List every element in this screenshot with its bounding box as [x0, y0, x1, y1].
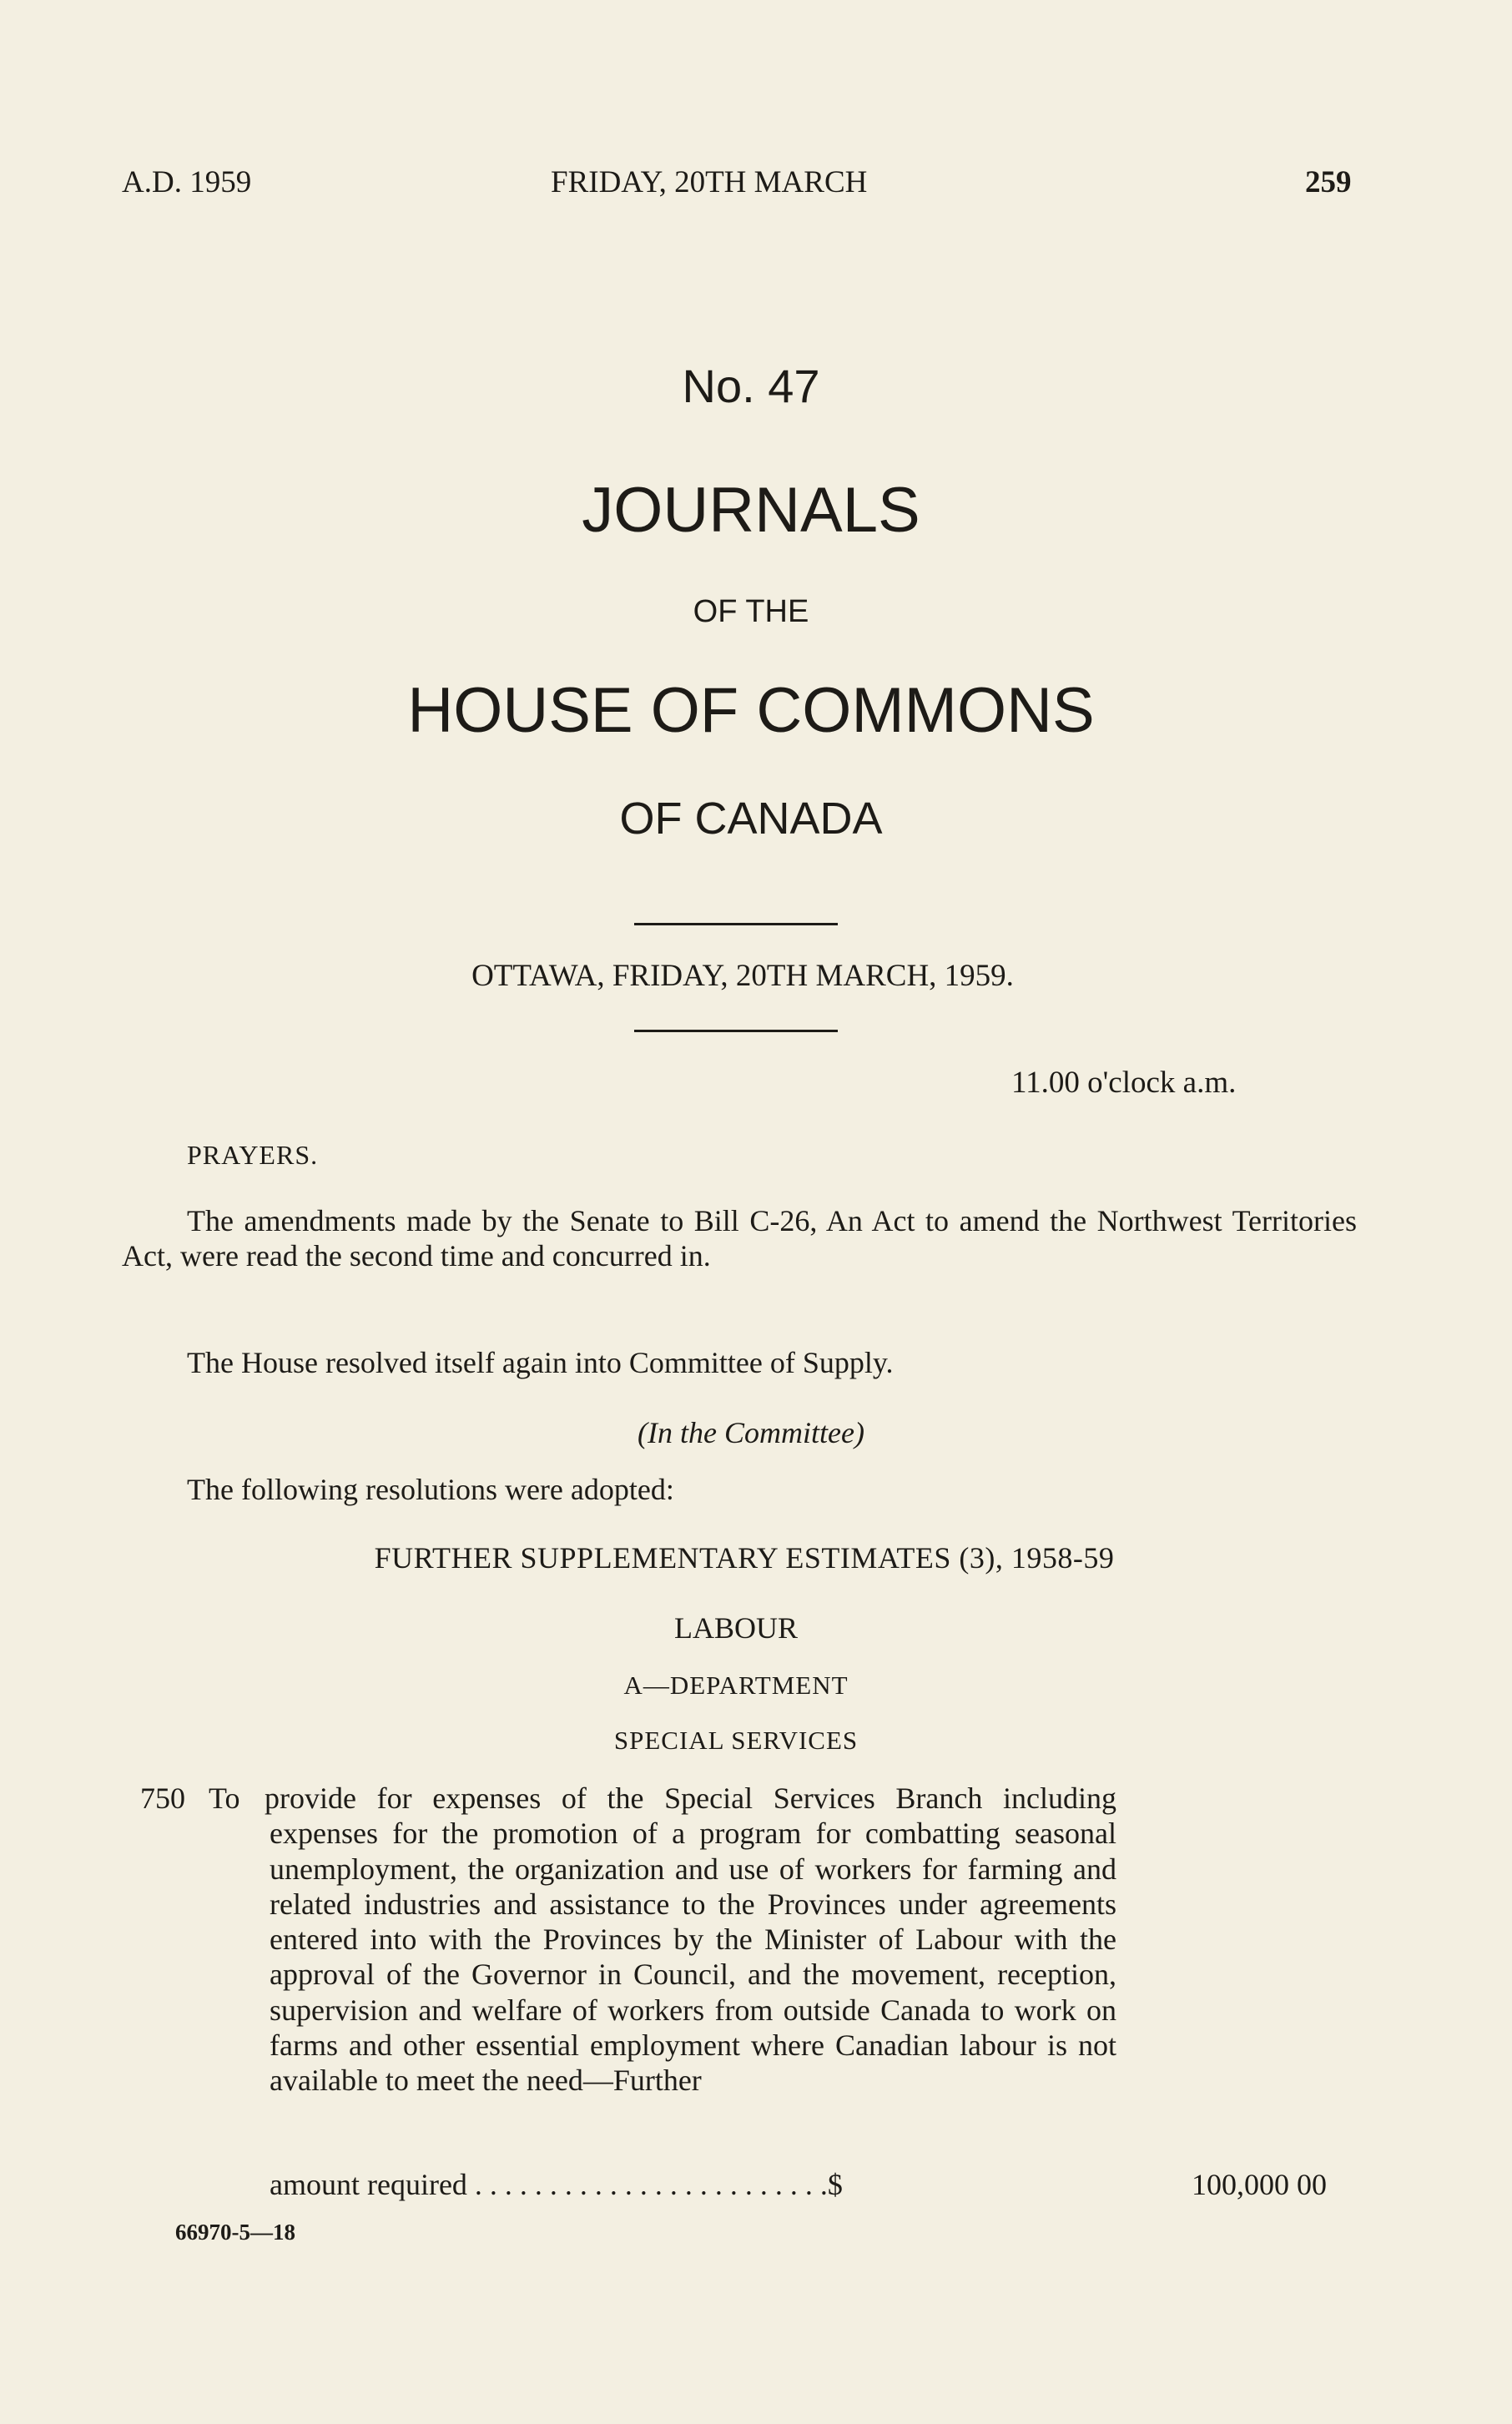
title-rule-lower: [634, 1030, 838, 1032]
journals-title: JOURNALS: [582, 475, 920, 546]
resolutions-adopted-text: The following resolutions were adopted:: [187, 1473, 674, 1506]
running-head-year: A.D. 1959: [122, 165, 252, 199]
senate-amendments-paragraph: The amendments made by the Senate to Bill C-26, An Act to amend the Northwest Territories Act, were read the second time and concurred in.: [122, 1204, 1357, 1272]
dateline: OTTAWA, FRIDAY, 20TH MARCH, 1959.: [471, 959, 1014, 993]
title-rule-upper: [634, 923, 838, 925]
in-committee-label: (In the Committee): [638, 1416, 864, 1449]
prayers-heading: PRAYERS.: [187, 1140, 319, 1170]
vote-number: 750: [140, 1781, 185, 1815]
page-number: 259: [1305, 165, 1352, 199]
vote-amount: 100,000 00: [1192, 2168, 1327, 2201]
sitting-time: 11.00 o'clock a.m.: [1011, 1066, 1237, 1100]
vote-description: provide for expenses of the Special Services Branch including expenses for the promotion of a program for combatting seasonal unemployment, the organization and use of workers for farming and related industries and assistance to the Provinces under agreements entered into with the Provinces by the Minister of Labour with the approval of the Governor in Council, and the movement, reception, supervision and welfare of workers from outside Canada to work on farms and other essential employment where Canadian labour is not available to meet the need—Further: [265, 1781, 1116, 2098]
committee-of-supply-paragraph: The House resolved itself again into Committee of Supply.: [187, 1346, 894, 1379]
vote-lead-word: To: [209, 1781, 240, 1815]
of-canada-label: OF CANADA: [619, 794, 883, 844]
running-head-date: FRIDAY, 20TH MARCH: [551, 165, 868, 199]
section-heading: SPECIAL SERVICES: [613, 1726, 859, 1755]
journal-number: No. 47: [682, 360, 820, 412]
house-of-commons-title: HOUSE OF COMMONS: [407, 675, 1095, 746]
estimates-heading: FURTHER SUPPLEMENTARY ESTIMATES (3), 1958-59: [374, 1541, 1115, 1575]
sub-heading: A—DEPARTMENT: [623, 1671, 849, 1700]
vote-amount-line: amount required . . . . . . . . . . . . . . . . . . . . . . . .$: [270, 2168, 843, 2201]
print-code: 66970-5—18: [175, 2220, 295, 2245]
department-heading: LABOUR: [673, 1611, 798, 1645]
of-the-label: OF THE: [693, 594, 809, 629]
